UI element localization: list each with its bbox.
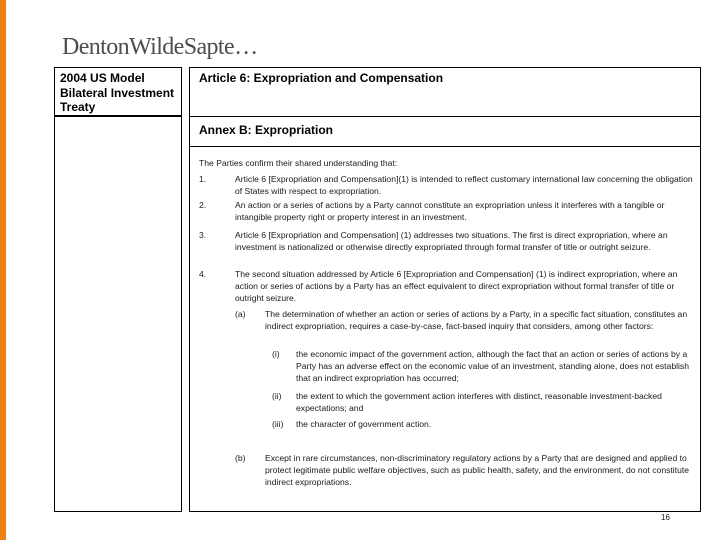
item-number: 3. <box>199 230 207 240</box>
sub-item-marker: (b) <box>235 453 246 463</box>
intro-text: The Parties confirm their shared understanding that: <box>199 158 398 168</box>
item-number: 4. <box>199 269 207 279</box>
treaty-title: 2004 US Model Bilateral Investment Treaty <box>60 71 175 114</box>
company-logo <box>62 34 257 61</box>
item-text: Article 6 [Expropriation and Compensation] (1) addresses two situations. The first is direct expropriation, where an investment is nationalized or otherwise directly expropriated through formal transfer of title or outright seizure. <box>235 230 668 252</box>
item-number: 2. <box>199 200 207 210</box>
item-number: 1. <box>199 174 207 184</box>
article-title: Article 6: Expropriation and Compensation <box>199 71 444 85</box>
sub-item-text: Except in rare circumstances, non-discriminatory regulatory actions by a Party that are designed and applied to protect legitimate public welfare objectives, such as public health, safety, and the environment, do not constitute indirect expropriations. <box>265 453 690 487</box>
sub-item-marker: (a) <box>235 309 246 319</box>
divider-article <box>189 116 701 117</box>
item-text: Article 6 [Expropriation and Compensation](1) is intended to reflect customary international law concerning the obligation of States with respect to expropriation. <box>235 174 693 196</box>
factor-marker: (i) <box>272 349 280 359</box>
factor-text: the economic impact of the government action, although the fact that an action or series of actions by a Party has an adverse effect on the economic value of an investment, standing alone, does not establish that an indirect expropriation has occurred; <box>296 349 690 383</box>
accent-bar <box>0 0 6 540</box>
page-number: 16 <box>661 513 670 522</box>
logo-name: DentonWildeSapte <box>62 34 235 60</box>
item-text: An action or a series of actions by a Party cannot constitute an expropriation unless it interferes with a tangible or intangible property right or property interest in an investment. <box>235 200 665 222</box>
sub-item-text: The determination of whether an action or series of actions by a Party, in a specific fact situation, constitutes an indirect expropriation, requires a case-by-case, fact-based inquiry that considers, among other factors: <box>265 309 688 331</box>
factor-marker: (ii) <box>272 391 282 401</box>
factor-marker: (iii) <box>272 419 284 429</box>
factor-text: the extent to which the government action interferes with distinct, reasonable investment-backed expectations; and <box>296 391 662 413</box>
logo-ellipsis: … <box>234 34 258 60</box>
divider-annex <box>189 146 701 147</box>
left-column-cell <box>54 116 182 512</box>
item-text: The second situation addressed by Article 6 [Expropriation and Compensation] (1) is indirect expropriation, where an action or series of actions by a Party has an effect equivalent to direct expropriation without formal transfer of title or outright seizure. <box>235 269 678 303</box>
factor-text: the character of government action. <box>296 419 432 429</box>
annex-title: Annex B: Expropriation <box>199 123 334 137</box>
